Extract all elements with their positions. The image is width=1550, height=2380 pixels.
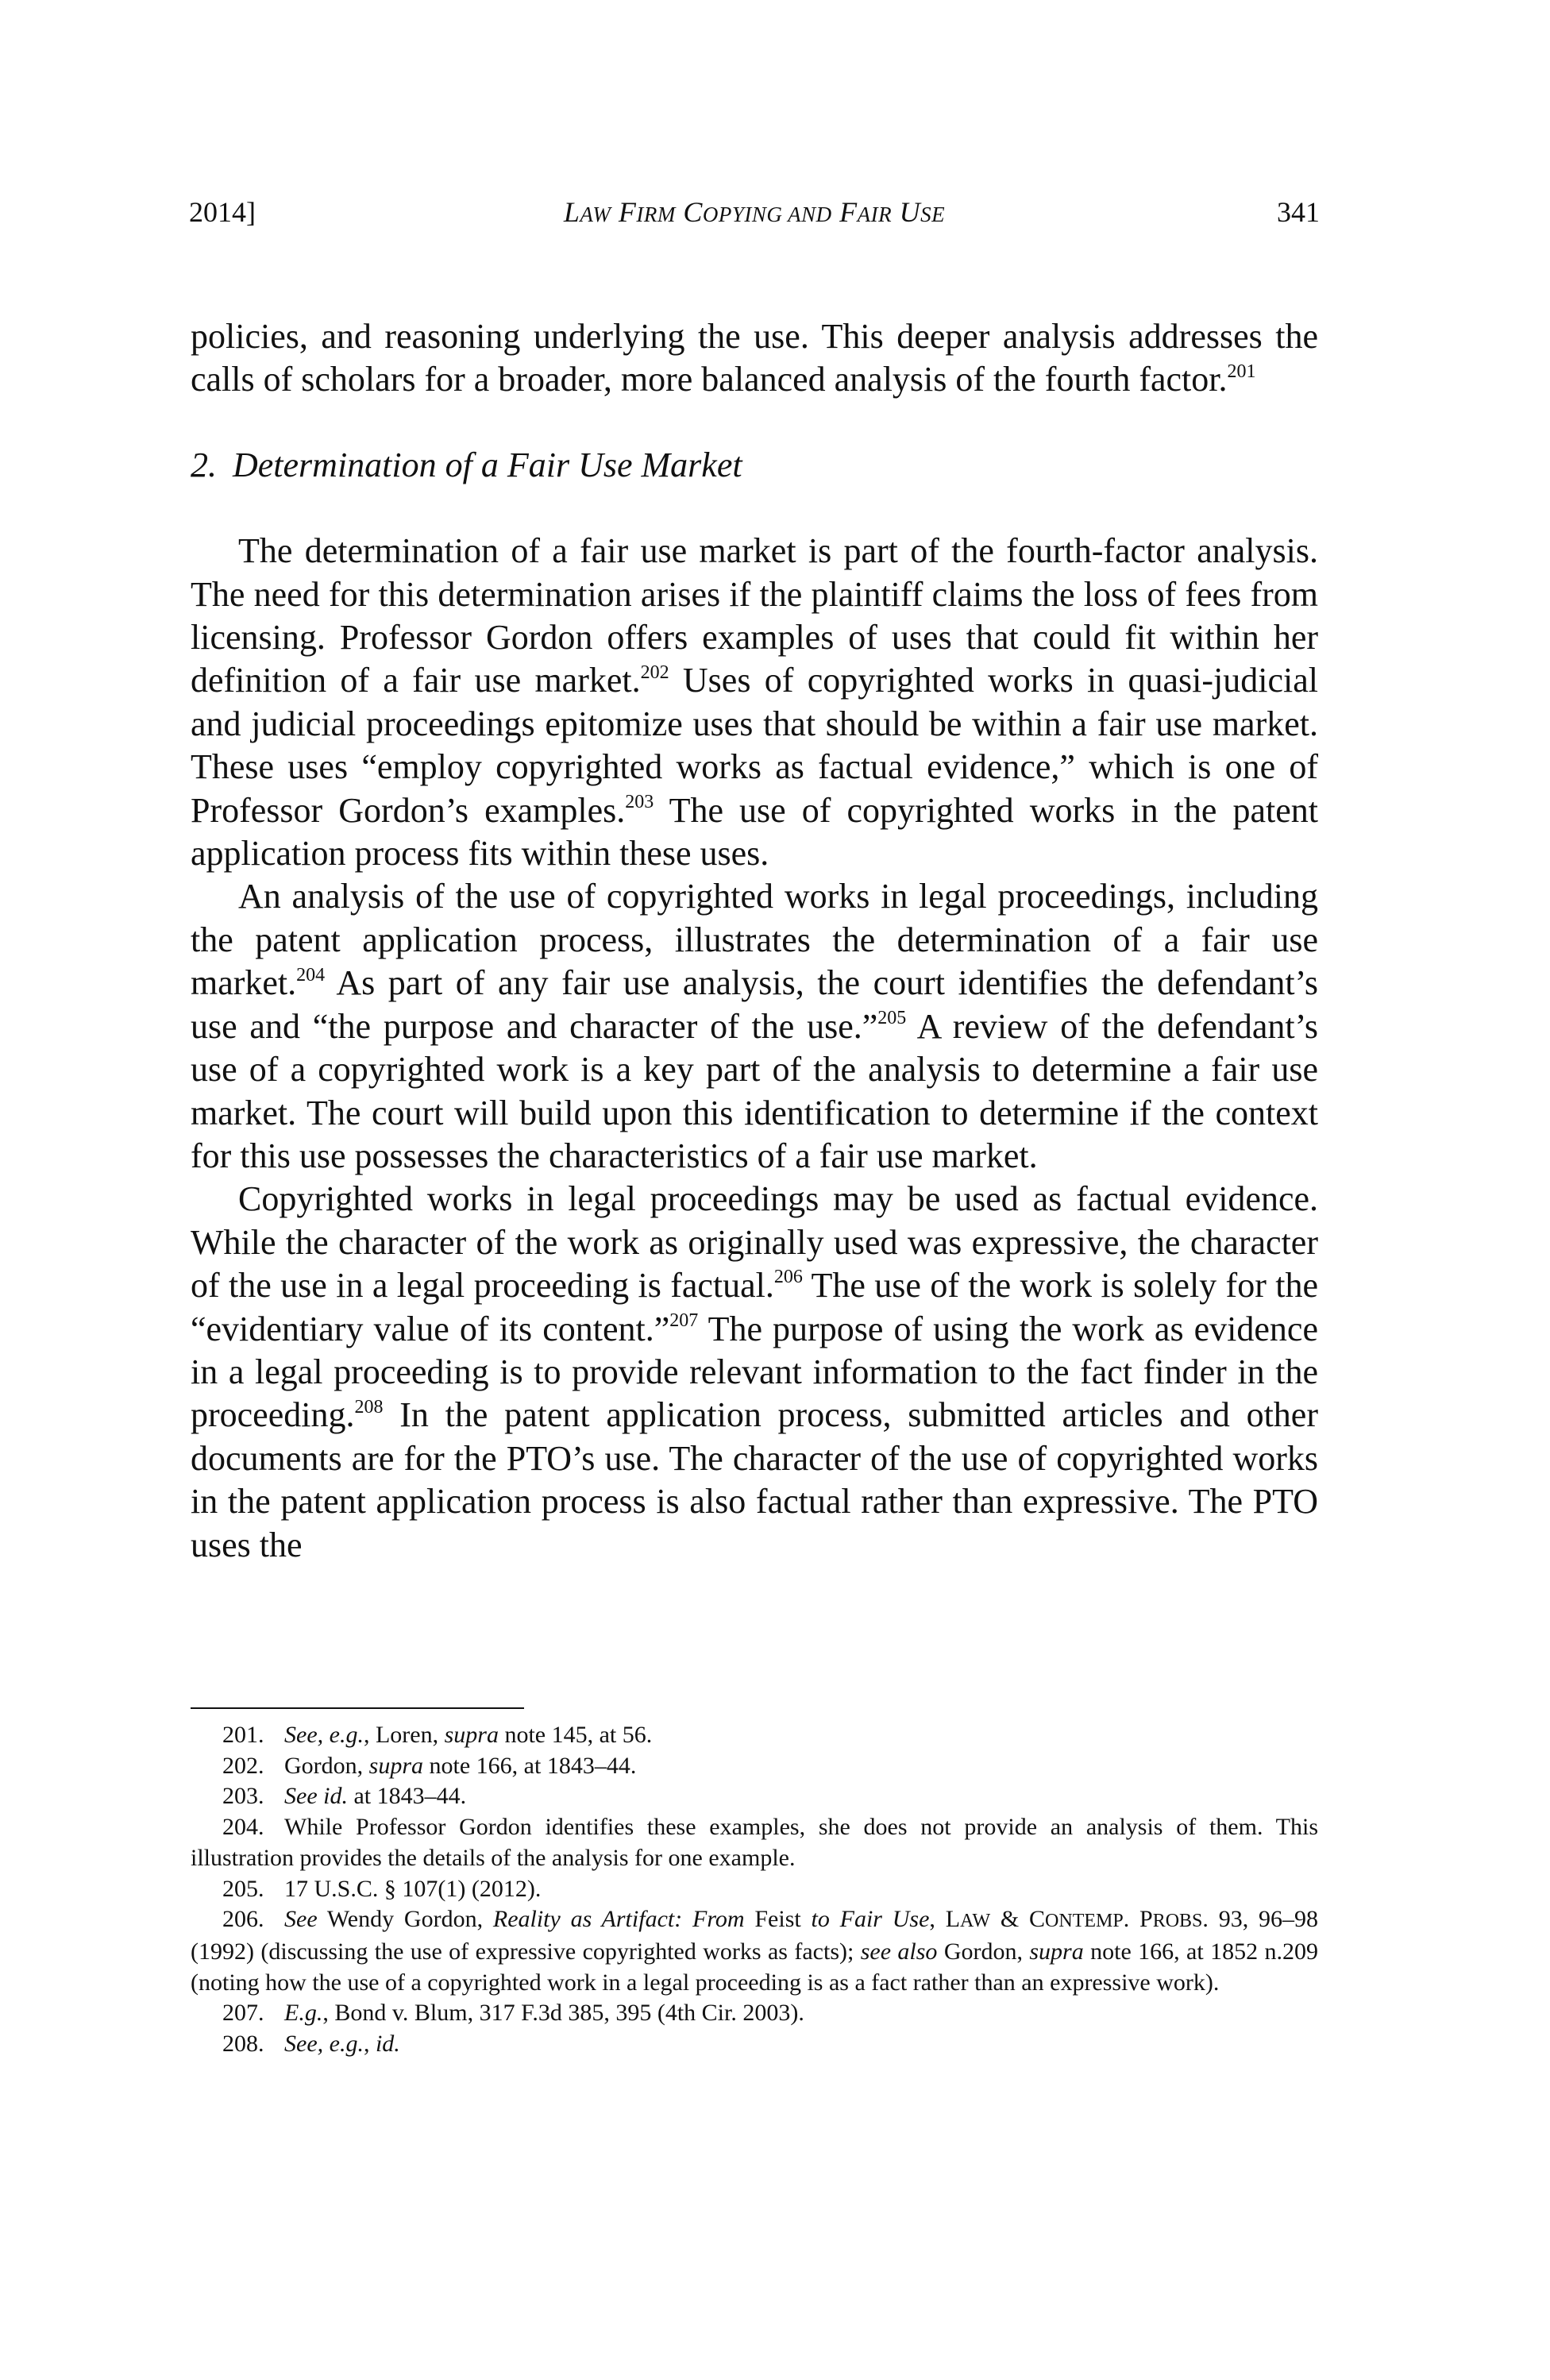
footnote-ref-205[interactable]: 205: [877, 1008, 907, 1029]
footnote-ref-203[interactable]: 203: [625, 792, 654, 812]
footnote-ref-206[interactable]: 206: [773, 1267, 803, 1288]
footnote-203: 203. See id. at 1843–44.: [222, 1783, 467, 1810]
footnote-204: 204. While Professor Gordon identifies these examples, she does not provide an analysis of them. This illustration provides the details of the analysis for one example.: [191, 1814, 1318, 1871]
footnote-ref-201[interactable]: 201: [1227, 361, 1256, 382]
paragraph-2: The determination of a fair use market is part of the fourth-factor analysis. The need for this determination arises if the plaintiff claims the loss of fees from licensing. Professor Gordon offers examples of uses that could fit within her definition of a fair use market.$^{202}$ Uses of copyrighted works in quasi-judicial and judicial proceedings epitomize uses that should be within a fair use market. These uses “employ copyrighted works as factual evidence,” which is one of Professor Gordon’s examples.$^{203}$ The use of copyrighted works in the patent application process fits within these uses.: [191, 531, 1318, 874]
section-number: 2.: [191, 445, 217, 484]
footnote-208: 208. See, e.g., id.: [222, 2031, 400, 2058]
paragraph-1: policies, and reasoning underlying the use. This deeper analysis addresses the calls of scholars for a broader, more balanced analysis of the fourth factor.$^{201}$: [191, 317, 1318, 399]
footnotes: [191, 1720, 1318, 2060]
header-volume-year: 2014]: [189, 196, 256, 228]
footnote-202: 202. Gordon, supra note 166, at 1843–44.: [222, 1752, 637, 1779]
header-article-title: LAW FIRM COPYING AND FAIR USE: [563, 196, 946, 228]
footnote-201: 201. See, e.g., Loren, supra note 145, at 56.: [222, 1722, 653, 1748]
footnote-207: 207. E.g., Bond v. Blum, 317 F.3d 385, 395 (4th Cir. 2003).: [222, 2000, 804, 2027]
footnote-206: 206. See Wendy Gordon, Reality as Artifact: From Feist to Fair Use, LAW & CONTEMP. PROBS. 93, 96–98 (1992) (discussing the use of expressive copyrighted works as facts); see also Gordon, supra note 166, at 1852 n.209 (noting how the use of a copyrighted work in a legal proceeding is as a fact rather than an expressive work).: [191, 1906, 1318, 1996]
footnote-ref-208[interactable]: 208: [354, 1396, 384, 1418]
footnote-divider: [191, 1707, 524, 1709]
footnote-ref-204[interactable]: 204: [296, 964, 326, 986]
running-header: [189, 195, 1320, 235]
footnote-ref-202[interactable]: 202: [640, 662, 669, 683]
paragraph-4: Copyrighted works in legal proceedings may be used as factual evidence. While the character of the work as originally used was expressive, the character of the use in a legal proceeding is factual.$^{206}$ The use of the work is solely for the “evidentiary value of its content.”$^{207}$ The purpose of using the work as evidence in a legal proceeding is to provide relevant information to the fact finder in the proceeding.$^{208}$ In the patent application process, submitted articles and other documents are for the PTO’s use. The character of the use of copyrighted works in the patent application process is also factual rather than expressive. The PTO uses the: [191, 1179, 1319, 1564]
body-text: [191, 315, 1318, 1567]
paragraph-3: An analysis of the use of copyrighted works in legal proceedings, including the patent application process, illustrates the determination of a fair use market.$^{204}$ As part of any fair use analysis, the court identifies the defendant’s use and “the purpose and character of the use.”$^{205}$ A review of the defendant’s use of a copyrighted work is a key part of the analysis to determine a fair use market. The court will build upon this identification to determine if the context for this use possesses the characteristics of a fair use market.: [191, 877, 1318, 1175]
section-heading: [191, 444, 1318, 487]
header-page-number: 341: [1277, 196, 1320, 228]
section-title: Determination of a Fair Use Market: [233, 445, 742, 484]
footnote-205: 205. 17 U.S.C. § 107(1) (2012).: [222, 1875, 542, 1902]
footnote-ref-207[interactable]: 207: [669, 1310, 699, 1331]
